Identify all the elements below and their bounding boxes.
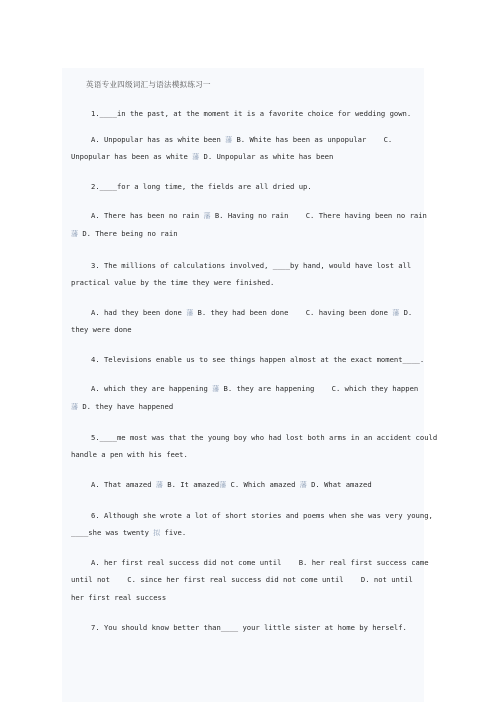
line-text: D. Unpopular as white has been [199, 152, 334, 161]
text-line [91, 511, 441, 520]
text-line [71, 575, 421, 584]
line-text: D. What amazed [306, 480, 372, 489]
line-text: 2.____for a long time, the fields are all dried up. [91, 182, 312, 191]
line-text: D. they have happened [78, 402, 174, 411]
text-line [91, 433, 441, 442]
text-line [71, 152, 421, 162]
document-title: 英语专业四级词汇与语法模拟练习一 [86, 80, 211, 89]
watermark-glyph: 藩 [203, 212, 211, 220]
text-line [91, 109, 441, 118]
text-line [91, 480, 441, 490]
text-line [71, 593, 421, 602]
line-text: A. Unpopular has as white been [91, 135, 226, 144]
line-text: B. It amazed [162, 480, 220, 489]
line-text: they were done [71, 325, 132, 334]
text-line [71, 528, 421, 538]
line-text: A. There has been no rain [91, 211, 204, 220]
line-text: D. [399, 308, 413, 317]
watermark-glyph: 藩 [212, 385, 220, 393]
line-text: A. which they are happening [91, 384, 213, 393]
line-text: ____she was twenty [71, 528, 154, 537]
line-text: 1.____in the past, at the moment it is a favorite choice for wedding gown. [91, 109, 412, 118]
watermark-glyph: 藩 [299, 481, 307, 489]
text-line [91, 308, 441, 318]
line-text: 4. Televisions enable us to see things happen almost at the exact moment____. [91, 355, 425, 364]
text-line [91, 384, 441, 394]
watermark-glyph: 藩 [192, 153, 200, 161]
line-text: handle a pen with his feet. [71, 450, 188, 459]
line-text: A. That amazed [91, 480, 156, 489]
text-line [91, 558, 441, 567]
watermark-glyph: 藩 [186, 309, 194, 317]
line-text: 6. Although she wrote a lot of short stories and poems when she was very young, [91, 511, 433, 520]
watermark-glyph: 藩 [71, 403, 78, 411]
line-text: D. There being no rain [78, 229, 178, 238]
line-text: 3. The millions of calculations involved, ____by hand, would have lost all [91, 261, 412, 270]
text-line [71, 325, 421, 334]
text-line [91, 623, 441, 632]
line-text: her first real success [71, 593, 167, 602]
text-line [71, 450, 421, 459]
watermark-glyph: 藩 [155, 481, 163, 489]
watermark-glyph: 拟 [153, 529, 161, 537]
line-text: B. they are happening C. which they happen [219, 384, 419, 393]
line-text: A. had they been done [91, 308, 187, 317]
line-text: practical value by the time they were finished. [71, 278, 275, 287]
line-text: 7. You should know better than____ your little sister at home by herself. [91, 623, 407, 632]
line-text: C. Which amazed [226, 480, 300, 489]
text-line [71, 278, 421, 287]
line-text: B. Having no rain C. There having been no rain [210, 211, 427, 220]
watermark-glyph: 藩 [392, 309, 400, 317]
text-line [91, 182, 441, 191]
line-text: B. White has been as unpopular C. [232, 135, 393, 144]
text-line [91, 261, 441, 270]
line-text: A. her first real success did not come until B. her real first success came [91, 558, 429, 567]
line-text: Unpopular has been as white [71, 152, 193, 161]
text-line [91, 135, 441, 145]
text-line [91, 355, 441, 364]
line-text: B. they had been done C. having been done [193, 308, 393, 317]
line-text: five. [160, 528, 187, 537]
text-line [71, 229, 421, 239]
watermark-glyph: 藩 [71, 230, 78, 238]
line-text: 5.____me most was that the young boy who had lost both arms in an accident could [91, 433, 438, 442]
text-line [71, 402, 421, 412]
watermark-glyph: 藩 [225, 136, 233, 144]
text-line [91, 211, 441, 221]
watermark-glyph: 藩 [219, 481, 227, 489]
line-text: until not C. since her first real success did not come until D. not until [71, 575, 413, 584]
